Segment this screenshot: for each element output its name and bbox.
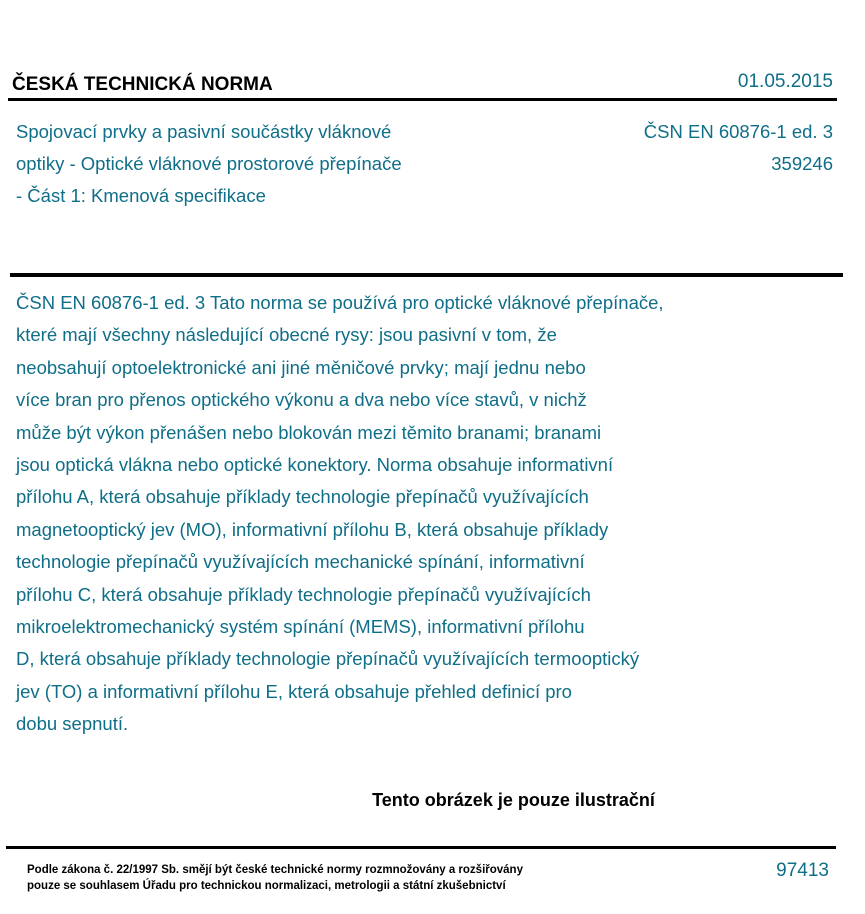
abstract-text [16,287,816,741]
title-line: Spojovací prvky a pasivní součástky vláknové [16,121,392,142]
document-number: 97413 [776,860,829,881]
standard-identifier [644,116,833,180]
standard-title [16,116,486,212]
class-number: 359246 [771,153,833,174]
abstract-line: mikroelektromechanický systém spínání (MEMS), informativní přílohu [16,616,585,638]
abstract-line: jev (TO) a informativní přílohu E, která obsahuje přehled definicí pro [16,680,572,702]
abstract-line: magnetooptický jev (MO), informativní přílohu B, která obsahuje příklady [16,518,609,540]
legal-notice [27,862,523,894]
abstract-line: může být výkon přenášen nebo blokován mezi těmito branami; branami [16,421,602,443]
middle-divider [10,273,843,277]
abstract-line: technologie přepínačů využívajících mechanické spínání, informativní [16,551,585,573]
title-line: optiky - Optické vláknové prostorové přepínače [16,153,402,174]
illustration-notice: Tento obrázek je pouze ilustrační [372,790,655,810]
issue-date: 01.05.2015 [737,71,833,92]
abstract-line: dobu sepnutí. [16,713,129,735]
abstract-line: které mají všechny následující obecné rysy: jsou pasivní v tom, že [16,324,557,346]
abstract-line: přílohu C, která obsahuje příklady technologie přepínačů využívajících [16,583,591,605]
document-type-label: ČESKÁ TECHNICKÁ NORMA [12,74,273,95]
abstract-line: ČSN EN 60876-1 ed. 3 Tato norma se používá pro optické vláknové přepínače, [16,292,664,313]
abstract-line: jsou optická vlákna nebo optické konektory. Norma obsahuje informativní [16,454,614,476]
abstract-line: D, která obsahuje příklady technologie přepínačů využívajících termooptický [16,648,640,670]
top-divider [8,98,837,101]
title-line: - Část 1: Kmenová specifikace [16,185,266,206]
legal-line: pouze se souhlasem Úřadu pro technickou normalizaci, metrologii a státní zkušebnictví [27,880,506,892]
abstract-line: přílohu A, která obsahuje příklady technologie přepínačů využívajících [16,486,589,508]
abstract-line: neobsahují optoelektronické ani jiné měničové prvky; mají jednu nebo [16,356,586,378]
legal-line: Podle zákona č. 22/1997 Sb. smějí být české technické normy rozmnožovány a rozšiřovány [27,864,523,876]
bottom-divider [6,846,836,849]
abstract-line: více bran pro přenos optického výkonu a dva nebo více stavů, v nichž [16,389,587,411]
standard-code: ČSN EN 60876-1 ed. 3 [643,121,833,142]
